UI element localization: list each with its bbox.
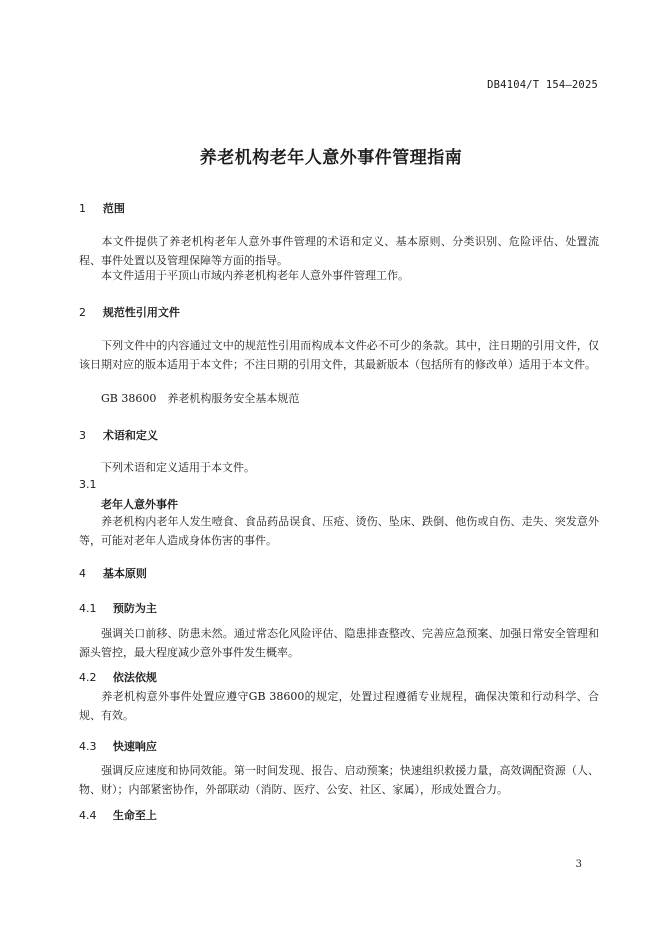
section-title: 范围: [102, 202, 125, 215]
subsection-number: 4.1: [79, 602, 97, 615]
subsection-number: 4.4: [79, 809, 97, 822]
section-4-2-paragraph: 养老机构意外事件处置应遵守GB 38600的规定，处置过程遵循专业规程，确保决策和行动科学、合规、有效。: [79, 690, 599, 722]
subsection-title: 预防为主: [112, 602, 157, 615]
section-3-intro: 下列术语和定义适用于本文件。: [101, 461, 255, 474]
document-code: DB4104/T 154—2025: [487, 79, 598, 91]
subsection-title: 生命至上: [112, 809, 157, 822]
subsection-number: 4.2: [79, 671, 97, 684]
section-3-heading: [79, 427, 158, 443]
page-number: 3: [575, 859, 582, 870]
document-title: 养老机构老年人意外事件管理指南: [199, 148, 463, 168]
section-1-paragraph-2: 本文件适用于平顶山市域内养老机构老年人意外事件管理工作。: [101, 269, 409, 282]
section-4-3-heading: [79, 738, 157, 754]
section-number: 3: [79, 429, 86, 442]
section-number: 2: [79, 306, 86, 319]
term-number: 3.1: [79, 478, 97, 491]
section-4-1-paragraph: 强调关口前移、防患未然。通过常态化风险评估、隐患排查整改、完善应急预案、加强日常安全管理和源头管控，最大程度减少意外事件发生概率。: [79, 627, 599, 659]
section-title: 术语和定义: [102, 429, 158, 442]
section-2-heading: [79, 304, 180, 320]
term-name: 老年人意外事件: [101, 498, 178, 511]
section-4-1-heading: [79, 600, 157, 616]
section-title: 基本原则: [102, 567, 147, 580]
section-4-3-paragraph: 强调反应速度和协同效能。第一时间发现、报告、启动预案；快速组织救援力量，高效调配资源（人、物、财）；内部紧密协作，外部联动（消防、医疗、公安、社区、家属），形成处置合力。: [79, 764, 599, 796]
section-4-heading: [79, 565, 147, 581]
section-number: 1: [79, 202, 86, 215]
subsection-title: 快速响应: [112, 740, 157, 753]
section-2-paragraph: 下列文件中的内容通过文中的规范性引用而构成本文件必不可少的条款。其中，注日期的引用文件，仅该日期对应的版本适用于本文件；不注日期的引用文件，其最新版本（包括所有的修改单）适用于本文件。: [79, 339, 599, 371]
section-number: 4: [79, 567, 86, 580]
subsection-title: 依法依规: [112, 671, 157, 684]
section-1-paragraph-1: 本文件提供了养老机构老年人意外事件管理的术语和定义、基本原则、分类识别、危险评估、处置流程、事件处置以及管理保障等方面的指导。: [79, 235, 599, 267]
section-4-4-heading: [79, 807, 157, 823]
section-title: 规范性引用文件: [102, 306, 180, 319]
subsection-number: 4.3: [79, 740, 97, 753]
section-4-2-heading: [79, 669, 157, 685]
normative-reference: GB 38600 养老机构服务安全基本规范: [101, 392, 300, 405]
term-definition: 养老机构内老年人发生噎食、食品药品误食、压疮、烫伤、坠床、跌倒、他伤或自伤、走失、突发意外等，可能对老年人造成身体伤害的事件。: [79, 515, 599, 547]
section-1-heading: [79, 200, 125, 216]
